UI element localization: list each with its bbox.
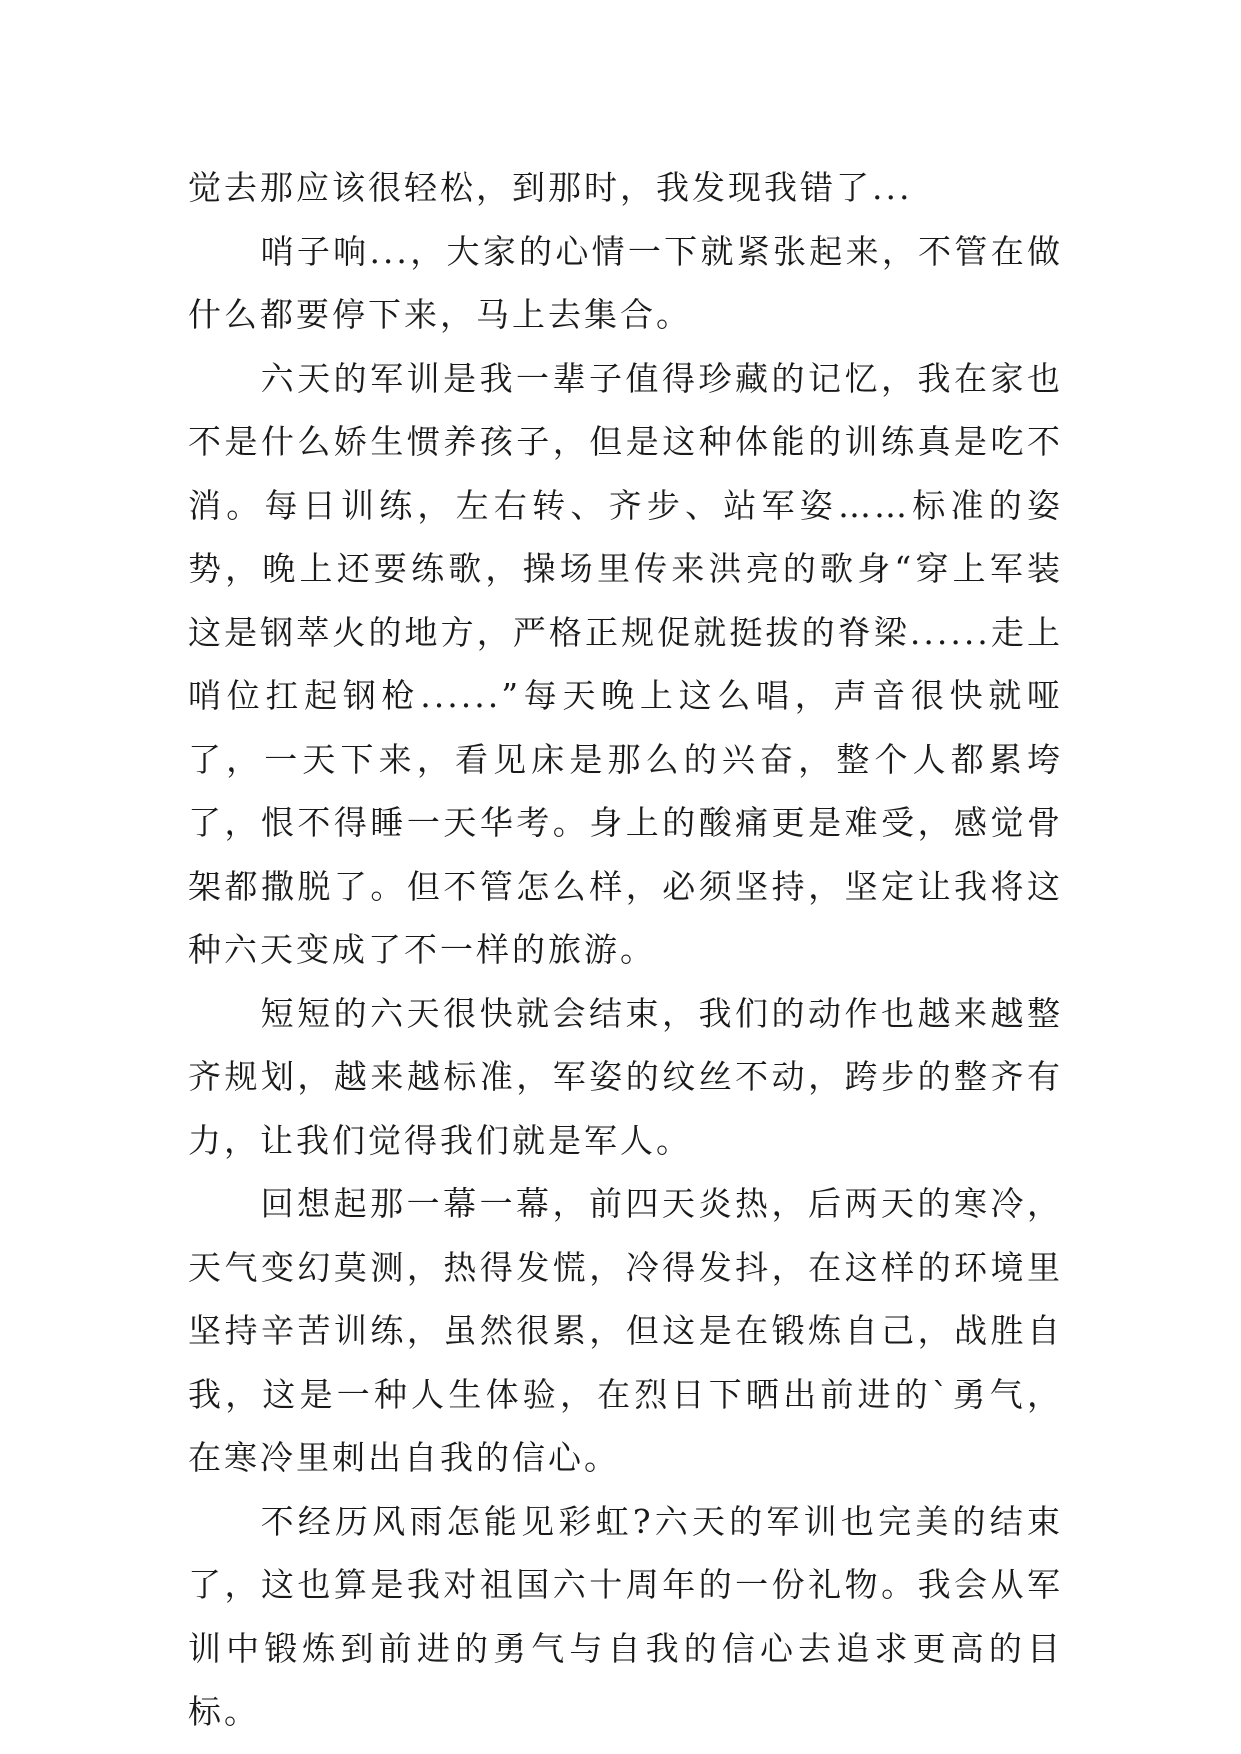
paragraph-training-progress: 短短的六天很快就会结束，我们的动作也越来越整齐规划，越来越标准，军姿的纹丝不动，跨步的整齐有力，让我们觉得我们就是军人。 bbox=[188, 993, 1063, 1160]
document-body bbox=[188, 156, 1063, 1744]
paragraph-six-days-memory: 六天的军训是我一辈子值得珍藏的记忆，我在家也不是什么娇生惯养孩子，但是这种体能的训练真是吃不消。每日训练，左右转、齐步、站军姿……标准的姿势，晚上还要练歌，操场里传来洪亮的歌身“穿上军装这是钢萃火的地方，严格正规促就挺拔的脊梁......走上哨位扛起钢枪......”每天晚上这么唱，声音很快就哑了，一天下来，看见床是那么的兴奋，整个人都累垮了，恨不得睡一天华考。身上的酸痛更是难受，感觉骨架都撒脱了。但不管怎么样，必须坚持，坚定让我将这种六天变成了不一样的旅游。 bbox=[188, 358, 1063, 969]
paragraph-conclusion: 不经历风雨怎能见彩虹?六天的军训也完美的结束了，这也算是我对祖国六十周年的一份礼物。我会从军训中锻炼到前进的勇气与自我的信心去追求更高的目标。 bbox=[188, 1501, 1063, 1731]
paragraph-continuation: 觉去那应该很轻松，到那时，我发现我错了... bbox=[188, 168, 913, 207]
paragraph-whistle: 哨子响...，大家的心情一下就紧张起来，不管在做什么都要停下来，马上去集合。 bbox=[188, 231, 1063, 334]
paragraph-recollection: 回想起那一幕一幕，前四天炎热，后两天的寒冷，天气变幻莫测，热得发慌，冷得发抖，在这样的环境里坚持辛苦训练，虽然很累，但这是在锻炼自己，战胜自我，这是一种人生体验，在烈日下晒出前进的`勇气，在寒冷里刺出自我的信心。 bbox=[188, 1184, 1063, 1477]
